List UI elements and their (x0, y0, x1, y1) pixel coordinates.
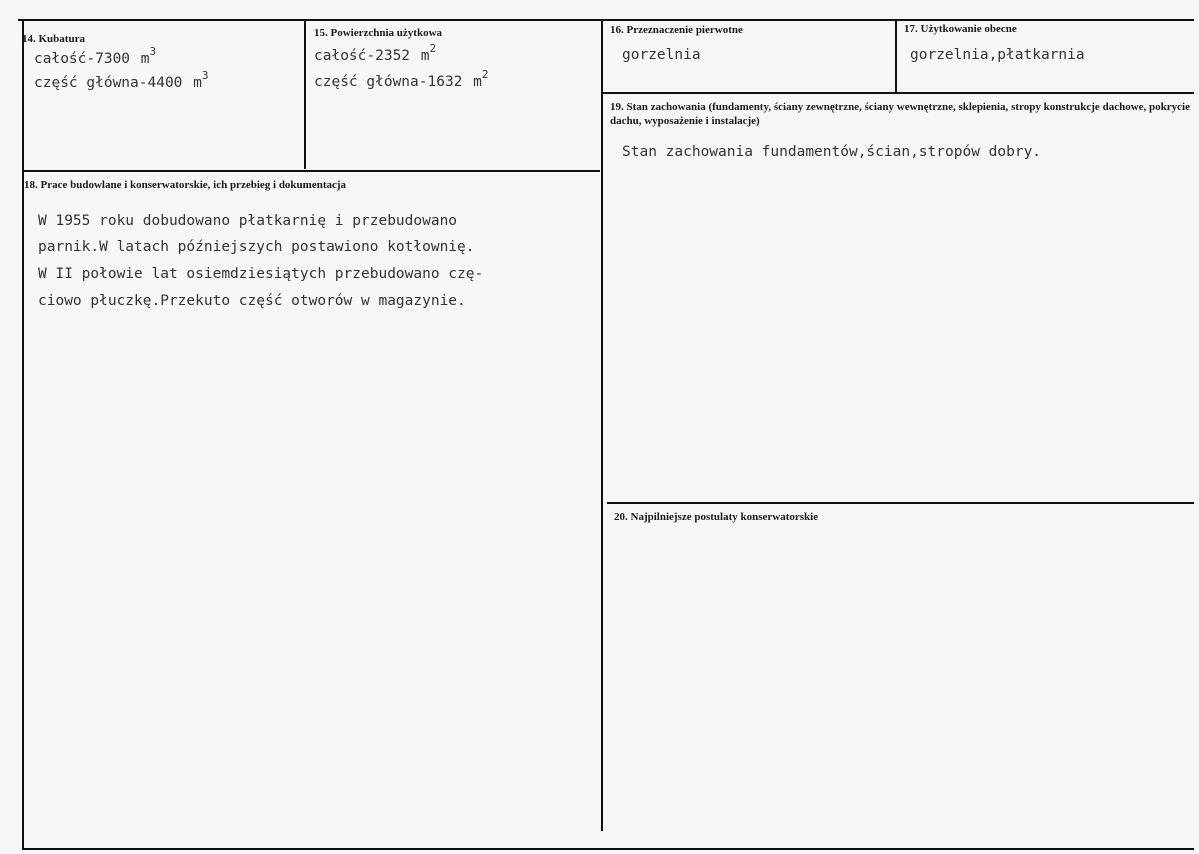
divider-16-17 (895, 19, 897, 92)
top-border (18, 19, 1194, 21)
field-16-label: 16. Przeznaczenie pierwotne (610, 24, 743, 36)
field-18-line-4: ciowo płuczkę.Przekuto część otworów w magazynie. (38, 293, 466, 309)
divider-19-20 (607, 502, 1194, 504)
field-15-line-main: część główna-1632 $m^2$ (314, 68, 489, 90)
field-17-label: 17. Użytkowanie obecne (904, 23, 1017, 35)
field-15-label: 15. Powierzchnia użytkowa (314, 27, 443, 39)
field-16-value: gorzelnia (622, 47, 701, 63)
field-20-label: 20. Najpilniejsze postulaty konserwatorskie (614, 511, 819, 523)
bottom-border (22, 848, 1194, 850)
divider-row1-row2-left (22, 170, 600, 172)
field-19-value: Stan zachowania fundamentów,ścian,stropów dobry. (622, 144, 1042, 160)
field-14-label: 14. Kubatura (22, 33, 85, 45)
divider-14-15 (304, 19, 306, 169)
field-19-label: 19. Stan zachowania (fundamenty, ściany zewnętrzne, ściany wewnętrzne, sklepienia, stropy konstrukcje dachowe, pokrycie dachu, wyposażenie i instalacje) (610, 101, 1190, 127)
field-14-line-total: całość-7300 $m^3$ (34, 45, 157, 67)
left-border (22, 19, 24, 849)
field-15-line-total: całość-2352 $m^2$ (314, 42, 437, 64)
field-18-line-1: W 1955 roku dobudowano płatkarnię i przebudowano (38, 213, 458, 229)
field-17-value: gorzelnia,płatkarnia (910, 47, 1085, 63)
field-18-line-3: W II połowie lat osiemdziesiątych przebudowano czę- (38, 266, 484, 282)
center-divider (601, 19, 603, 831)
field-18-label: 18. Prace budowlane i konserwatorskie, ich przebieg i dokumentacja (24, 179, 347, 191)
divider-top-right (601, 92, 1194, 94)
field-18-line-2: parnik.W latach późniejszych postawiono kotłownię. (38, 239, 475, 255)
field-14-line-main: część główna-4400 $m^3$ (34, 69, 209, 91)
